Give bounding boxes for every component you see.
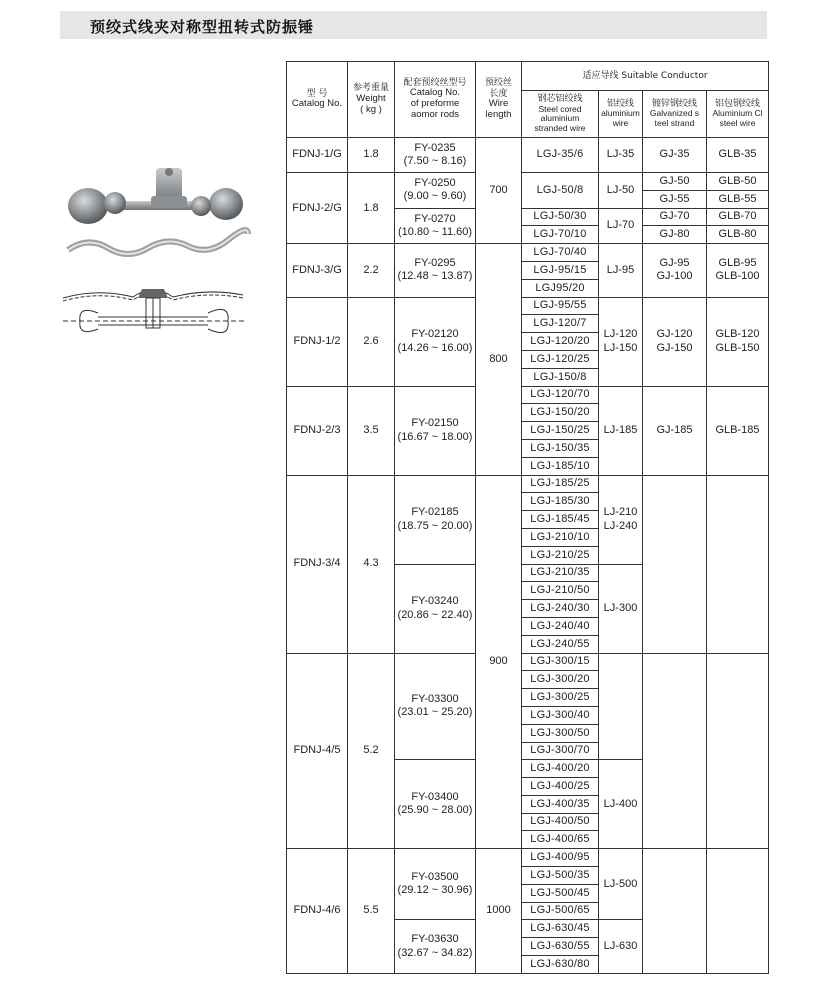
lgj-cell: LGJ-500/65 bbox=[522, 902, 599, 920]
lgj-cell: LGJ-120/20 bbox=[522, 333, 599, 351]
lgj-cell: LGJ-400/20 bbox=[522, 760, 599, 778]
glb-cell: GLB-70 bbox=[707, 208, 769, 226]
col-gj: 镀锌钢绞线 Galvanized s teel strand bbox=[643, 91, 707, 138]
lgj-cell: LGJ-35/6 bbox=[522, 138, 599, 173]
lj-cell: LJ-300 bbox=[599, 564, 643, 653]
gj-cell: GJ-185 bbox=[643, 386, 707, 475]
rod-cell: FY-03500 (29.12 ~ 30.96) bbox=[395, 849, 476, 920]
table-row bbox=[287, 386, 769, 404]
col-rod: 配套预绞丝型号 Catalog No. of preforme aomor rods bbox=[395, 62, 476, 138]
glb-cell: GLB-80 bbox=[707, 226, 769, 244]
rod-cell: FY-02185 (18.75 ~ 20.00) bbox=[395, 475, 476, 564]
lgj-cell: LGJ-210/35 bbox=[522, 564, 599, 582]
lgj-cell: LGJ-150/8 bbox=[522, 368, 599, 386]
lj-cell: LJ-50 bbox=[599, 173, 643, 209]
lgj-cell: LGJ-210/10 bbox=[522, 528, 599, 546]
lgj-cell: LGJ-300/20 bbox=[522, 671, 599, 689]
lgj-cell: LGJ-500/35 bbox=[522, 867, 599, 885]
col-lj: 铝绞线 aluminium wire bbox=[599, 91, 643, 138]
model-cell: FDNJ-2/G bbox=[287, 173, 348, 244]
rod-cell: FY-03300 (23.01 ~ 25.20) bbox=[395, 653, 476, 760]
lgj-cell: LGJ-50/8 bbox=[522, 173, 599, 209]
col-length: 预绞丝 长度 Wire length bbox=[476, 62, 522, 138]
lgj-cell: LGJ-120/25 bbox=[522, 350, 599, 368]
lj-cell: LJ-210 LJ-240 bbox=[599, 475, 643, 564]
gj-cell: GJ-55 bbox=[643, 190, 707, 208]
lj-cell: LJ-185 bbox=[599, 386, 643, 475]
lj-cell: LJ-500 bbox=[599, 849, 643, 920]
rod-cell: FY-0295 (12.48 ~ 13.87) bbox=[395, 244, 476, 297]
table-row bbox=[287, 849, 769, 867]
glb-cell: GLB-50 bbox=[707, 173, 769, 191]
glb-cell: GLB-120 GLB-150 bbox=[707, 297, 769, 386]
lgj-cell: LGJ-120/70 bbox=[522, 386, 599, 404]
rod-cell: FY-02120 (14.26 ~ 16.00) bbox=[395, 297, 476, 386]
weight-cell: 1.8 bbox=[348, 138, 395, 173]
model-cell: FDNJ-1/G bbox=[287, 138, 348, 173]
rod-cell: FY-0250 (9.00 ~ 9.60) bbox=[395, 173, 476, 209]
col-weight: 参考重量 Weight ( kg ) bbox=[348, 62, 395, 138]
col-lgj: 钢芯铝绞线 Steel cored aluminium stranded wire bbox=[522, 91, 599, 138]
lj-cell: LJ-95 bbox=[599, 244, 643, 297]
glb-cell: GLB-185 bbox=[707, 386, 769, 475]
table-row bbox=[287, 297, 769, 315]
model-cell: FDNJ-4/5 bbox=[287, 653, 348, 849]
rod-cell: FY-02150 (16.67 ~ 18.00) bbox=[395, 386, 476, 475]
lgj-cell: LGJ-95/55 bbox=[522, 297, 599, 315]
table-row bbox=[287, 475, 769, 493]
lgj-cell: LGJ-500/45 bbox=[522, 884, 599, 902]
lgj-cell: LGJ-70/40 bbox=[522, 244, 599, 262]
length-cell: 1000 bbox=[476, 849, 522, 974]
lgj-cell: LGJ-70/10 bbox=[522, 226, 599, 244]
lgj-cell: LGJ95/20 bbox=[522, 279, 599, 297]
lgj-cell: LGJ-150/20 bbox=[522, 404, 599, 422]
page-title: 预绞式线夹对称型扭转式防振锤 bbox=[90, 18, 315, 36]
lgj-cell: LGJ-400/50 bbox=[522, 813, 599, 831]
weight-cell: 2.6 bbox=[348, 297, 395, 386]
lgj-cell: LGJ-400/25 bbox=[522, 778, 599, 796]
rod-cell: FY-03400 (25.90 ~ 28.00) bbox=[395, 760, 476, 849]
length-cell: 700 bbox=[476, 138, 522, 244]
lgj-cell: LGJ-300/15 bbox=[522, 653, 599, 671]
lgj-cell: LGJ-95/15 bbox=[522, 261, 599, 279]
lgj-cell: LGJ-630/80 bbox=[522, 956, 599, 974]
rod-cell: FY-03630 (32.67 ~ 34.82) bbox=[395, 920, 476, 973]
weight-cell: 3.5 bbox=[348, 386, 395, 475]
gj-cell bbox=[643, 653, 707, 849]
model-cell: FDNJ-3/G bbox=[287, 244, 348, 297]
damper-photo bbox=[58, 158, 253, 263]
lgj-cell: LGJ-150/35 bbox=[522, 439, 599, 457]
gj-cell: GJ-50 bbox=[643, 173, 707, 191]
lgj-cell: LGJ-300/40 bbox=[522, 706, 599, 724]
model-cell: FDNJ-4/6 bbox=[287, 849, 348, 974]
col-glb: 铝包钢绞线 Aluminium Cl steel wire bbox=[707, 91, 769, 138]
glb-cell: GLB-35 bbox=[707, 138, 769, 173]
weight-cell: 4.3 bbox=[348, 475, 395, 653]
glb-cell: GLB-95 GLB-100 bbox=[707, 244, 769, 297]
weight-cell: 1.8 bbox=[348, 173, 395, 244]
lgj-cell: LGJ-300/70 bbox=[522, 742, 599, 760]
weight-cell: 5.5 bbox=[348, 849, 395, 974]
lgj-cell: LGJ-400/95 bbox=[522, 849, 599, 867]
glb-cell bbox=[707, 653, 769, 849]
lgj-cell: LGJ-300/50 bbox=[522, 724, 599, 742]
gj-cell: GJ-70 bbox=[643, 208, 707, 226]
lgj-cell: LGJ-240/40 bbox=[522, 617, 599, 635]
gj-cell bbox=[643, 475, 707, 653]
length-cell: 800 bbox=[476, 244, 522, 475]
gj-cell: GJ-95 GJ-100 bbox=[643, 244, 707, 297]
col-catalog: 型 号 Catalog No. bbox=[287, 62, 348, 138]
col-conductor: 适应导线 Suitable Conductor bbox=[522, 62, 769, 91]
table-row bbox=[287, 244, 769, 262]
lgj-cell: LGJ-300/25 bbox=[522, 689, 599, 707]
lj-cell: LJ-35 bbox=[599, 138, 643, 173]
lgj-cell: LGJ-400/65 bbox=[522, 831, 599, 849]
table-row bbox=[287, 173, 769, 191]
damper-drawing bbox=[58, 283, 248, 345]
gj-cell: GJ-80 bbox=[643, 226, 707, 244]
lgj-cell: LGJ-185/25 bbox=[522, 475, 599, 493]
rod-cell: FY-0270 (10.80 ~ 11.60) bbox=[395, 208, 476, 244]
table-row bbox=[287, 138, 769, 173]
rod-cell: FY-0235 (7.50 ~ 8.16) bbox=[395, 138, 476, 173]
lgj-cell: LGJ-630/45 bbox=[522, 920, 599, 938]
lgj-cell: LGJ-630/55 bbox=[522, 938, 599, 956]
lgj-cell: LGJ-240/30 bbox=[522, 600, 599, 618]
lgj-cell: LGJ-120/7 bbox=[522, 315, 599, 333]
gj-cell: GJ-35 bbox=[643, 138, 707, 173]
model-cell: FDNJ-2/3 bbox=[287, 386, 348, 475]
model-cell: FDNJ-3/4 bbox=[287, 475, 348, 653]
gj-cell: GJ-120 GJ-150 bbox=[643, 297, 707, 386]
lgj-cell: LGJ-185/45 bbox=[522, 511, 599, 529]
lj-cell bbox=[599, 653, 643, 760]
glb-cell: GLB-55 bbox=[707, 190, 769, 208]
lj-cell: LJ-70 bbox=[599, 208, 643, 244]
spec-table bbox=[286, 61, 769, 974]
lj-cell: LJ-400 bbox=[599, 760, 643, 849]
lj-cell: LJ-630 bbox=[599, 920, 643, 973]
weight-cell: 2.2 bbox=[348, 244, 395, 297]
lj-cell: LJ-120 LJ-150 bbox=[599, 297, 643, 386]
rod-cell: FY-03240 (20.86 ~ 22.40) bbox=[395, 564, 476, 653]
glb-cell bbox=[707, 475, 769, 653]
length-cell: 900 bbox=[476, 475, 522, 849]
lgj-cell: LGJ-150/25 bbox=[522, 422, 599, 440]
table-row bbox=[287, 653, 769, 671]
lgj-cell: LGJ-210/25 bbox=[522, 546, 599, 564]
lgj-cell: LGJ-240/55 bbox=[522, 635, 599, 653]
lgj-cell: LGJ-185/10 bbox=[522, 457, 599, 475]
lgj-cell: LGJ-400/35 bbox=[522, 795, 599, 813]
lgj-cell: LGJ-50/30 bbox=[522, 208, 599, 226]
gj-cell bbox=[643, 849, 707, 974]
model-cell: FDNJ-1/2 bbox=[287, 297, 348, 386]
lgj-cell: LGJ-185/30 bbox=[522, 493, 599, 511]
glb-cell bbox=[707, 849, 769, 974]
weight-cell: 5.2 bbox=[348, 653, 395, 849]
lgj-cell: LGJ-210/50 bbox=[522, 582, 599, 600]
